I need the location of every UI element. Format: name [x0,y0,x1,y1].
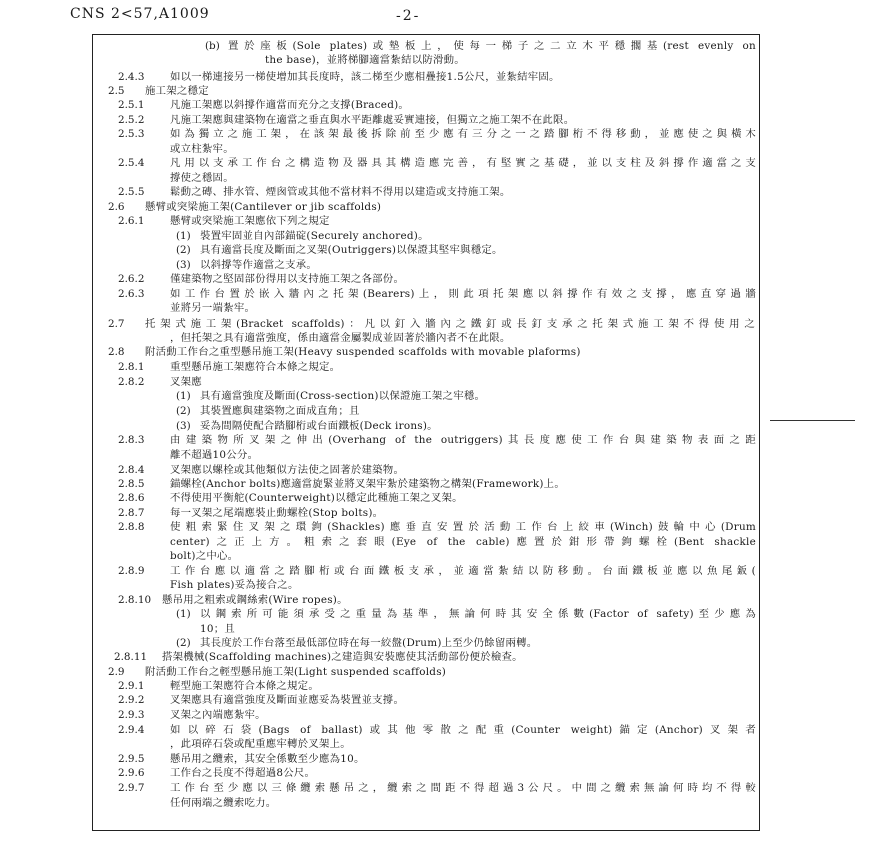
clause-text: 其裝置應與建築物之面成直角；且 [200,405,360,417]
clause-text: 鬆動之磚、排水管、煙囪管或其他不當材料不得用以建造或支持施工架。 [170,186,511,198]
clause-text: 工作台至少應以三條纜索懸吊之，纜索之間距不得超過3公尺。中間之纜索無論何時均不得較 [170,782,756,794]
clause-text: Fish plates)妥為接合之。 [170,579,299,591]
clause-number: 2.8.7 [118,507,145,519]
clause-number: 2.6.2 [118,273,145,285]
clause-number: 2.5.5 [118,186,145,198]
clause-number: 2.8 [108,346,125,358]
clause-text: 如以一梯連接另一梯使增加其長度時，該二梯至少應相疊接1.5公尺，並紮結牢固。 [170,71,560,83]
clause-text: 以斜撐等作適當之支承。 [200,259,318,271]
clause-number: 2.9.5 [118,753,145,765]
clause-number: 2.8.6 [118,492,145,504]
clause-text: 重型懸吊施工架應符合本條之規定。 [170,361,341,373]
clause-text: 附活動工作台之輕型懸吊施工架(Light suspended scaffolds) [145,666,447,678]
clause-text: 叉架之內端應紮牢。 [170,709,266,721]
clause-number: 2.8.2 [118,376,145,388]
clause-number: (2) [176,244,191,256]
clause-number: (1) [176,608,191,620]
clause-number: 2.8.8 [118,521,145,533]
clause-number: 2.8.5 [118,478,145,490]
clause-number: 2.7 [108,318,125,330]
clause-number: 2.9.6 [118,767,145,779]
clause-text: 叉架應 [170,376,202,388]
clause-text: ，但托架之具有適當強度，係由適當金屬製成並固著於牆內者不在此限。 [170,332,511,344]
clause-text: 懸臂或突梁施工架(Cantilever or jib scaffolds) [145,201,382,213]
clause-text: 搭架機械(Scaffolding machines)之建造與安裝應使其活動部份便於檢查。 [162,651,523,663]
clause-text: 離不超過10公分。 [170,449,259,461]
clause-text: 懸臂或突梁施工架應依下列之規定 [170,215,330,227]
clause-text: 附活動工作台之重型懸吊施工架(Heavy suspended scaffolds with movable plaforms) [145,346,581,358]
clause-text: 並將另一端紮牢。 [170,302,256,314]
clause-number: 2.9.7 [118,782,145,794]
clause-text: 施工架之穩定 [145,85,209,97]
clause-text: 其長度於工作台落至最低部位時在每一絞盤(Drum)上至少仍餘留兩轉。 [200,637,538,649]
clause-text: 錨螺栓(Anchor bolts)應適當旋緊並將叉架牢紮於建築物之構架(Framework)上。 [170,478,565,490]
clause-text: 由建築物所叉架之伸出(Overhang of the outriggers)其長度應使工作台與建築物表面之距 [170,434,756,446]
clause-number: 2.8.1 [118,361,145,373]
clause-text: 叉架應以螺栓或其他類似方法使之固著於建築物。 [170,464,405,476]
clause-number: 2.5.2 [118,114,145,126]
clause-number: (1) [176,230,191,242]
clause-text: 托架式施工架(Bracket scaffolds)：凡以釘入牆內之鐵釘或長釘支承之托架式施工架不得使用之 [145,318,755,330]
clause-text: 懸吊用之纜索，其安全係數至少應為10。 [170,753,365,765]
clause-number: 2.6.1 [118,215,145,227]
clause-text: 如工作台置於嵌入牆內之托架(Bearers)上，則此項托架應以斜撐作有效之支撐，應直穿過牆 [170,288,756,300]
clause-number: 2.9.4 [118,724,145,736]
clause-text: ，此項碎石袋或配重應牢轉於叉架上。 [170,738,351,750]
clause-number: 2.8.9 [118,565,145,577]
margin-rule [770,420,855,421]
clause-text: 每一叉架之尾端應裝止動螺栓(Stop bolts)。 [170,507,384,519]
clause-number: (1) [176,390,191,402]
clause-text: 如以碎石袋(Bags of ballast)或其他零散之配重(Counter weight)錨定(Anchor)叉架者 [170,724,756,736]
clause-text: 叉架應具有適當強度及斷面並應妥為裝置並支撐。 [170,694,405,706]
clause-text: 工作台之長度不得超過8公尺。 [170,767,316,779]
clause-text: 懸吊用之粗索或鋼絲索(Wire ropes)。 [162,594,348,606]
clause-text: 工作台應以適當之踏腳桁或台面鐵板支承，並適當紮結以防移動。台面鐵板並應以魚尾鈑( [170,565,756,577]
clause-text: 僅建築物之堅固部份得用以支持施工架之各部份。 [170,273,405,285]
clause-number: 2.9.3 [118,709,145,721]
clause-number: 2.9.1 [118,680,145,692]
clause-text: 或立柱紮牢。 [170,143,234,155]
clause-number: (3) [176,420,191,432]
clause-text: the base)，並將梯腳適當紮結以防滑動。 [265,54,465,66]
clause-number: 2.8.3 [118,434,145,446]
clause-number: 2.8.10 [118,594,152,606]
clause-number: 2.8.11 [114,651,148,663]
document-code: CNS 2<57,A1009 [70,6,210,22]
clause-text: 具有適當強度及斷面(Cross-section)以保證施工架之牢穩。 [200,390,486,402]
clause-text: 撐使之穩固。 [170,172,234,184]
clause-text: 凡用以支承工作台之構造物及器具其構造應完善，有堅實之基礎，並以支柱及斜撐作適當之支 [170,157,756,169]
clause-text: center)之正上方。粗索之套眼(Eye of the cable)應置於鉗形帶鉤螺栓(Bent shackle [170,536,756,548]
clause-number: 2.5.4 [118,157,145,169]
clause-number: 2.4.3 [118,71,145,83]
clause-text: 10；且 [200,623,236,635]
clause-text: 以鋼索所可能須承受之重量為基準，無論何時其安全係數(Factor of safety)至少應為 [200,608,756,620]
clause-text: 任何兩端之纜索吃力。 [170,797,277,809]
clause-text: 裝置牢固並自內部錨碇(Securely anchored)。 [200,230,429,242]
clause-number: 2.8.4 [118,464,145,476]
clause-text: 輕型施工架應符合本條之規定。 [170,680,319,692]
clause-text: bolt)之中心。 [170,550,239,562]
clause-number: 2.5.1 [118,99,145,111]
clause-text: 妥為間隔使配合踏腳桁或台面鐵板(Deck irons)。 [200,420,438,432]
clause-text: 如為獨立之施工架，在該架最後拆除前至少應有三分之一之踏腳桁不得移動，並應使之與橫木 [170,128,756,140]
clause-text: 凡施工架應以斜撐作適當而充分之支撐(Braced)。 [170,99,410,111]
clause-number: (b) [205,40,220,52]
clause-number: 2.9 [108,666,125,678]
clause-text: 使粗索緊住叉架之環鉤(Shackles)應垂直安置於活動工作台上絞車(Winch)鼓輪中心(Drum [170,521,756,533]
clause-number: (2) [176,637,191,649]
clause-number: 2.6 [108,201,125,213]
clause-number: (2) [176,405,191,417]
clause-text: 凡施工架應與建築物在適當之垂直與水平距離處妥實連接，但獨立之施工架不在此限。 [170,114,575,126]
clause-number: 2.6.3 [118,288,145,300]
clause-number: 2.5 [108,85,125,97]
clause-text: 不得使用平衡舵(Counterweight)以穩定此種施工架之叉架。 [170,492,463,504]
clause-text: 置於座板(Sole plates)或墊板上，使每一梯子之二立木平穩擱基(rest evenly on [228,40,756,52]
page-number: -2- [396,8,421,24]
clause-number: (3) [176,259,191,271]
clause-text: 具有適當長度及斷面之叉架(Outriggers)以保證其堅牢與穩定。 [200,244,503,256]
clause-number: 2.5.3 [118,128,145,140]
clause-number: 2.9.2 [118,694,145,706]
